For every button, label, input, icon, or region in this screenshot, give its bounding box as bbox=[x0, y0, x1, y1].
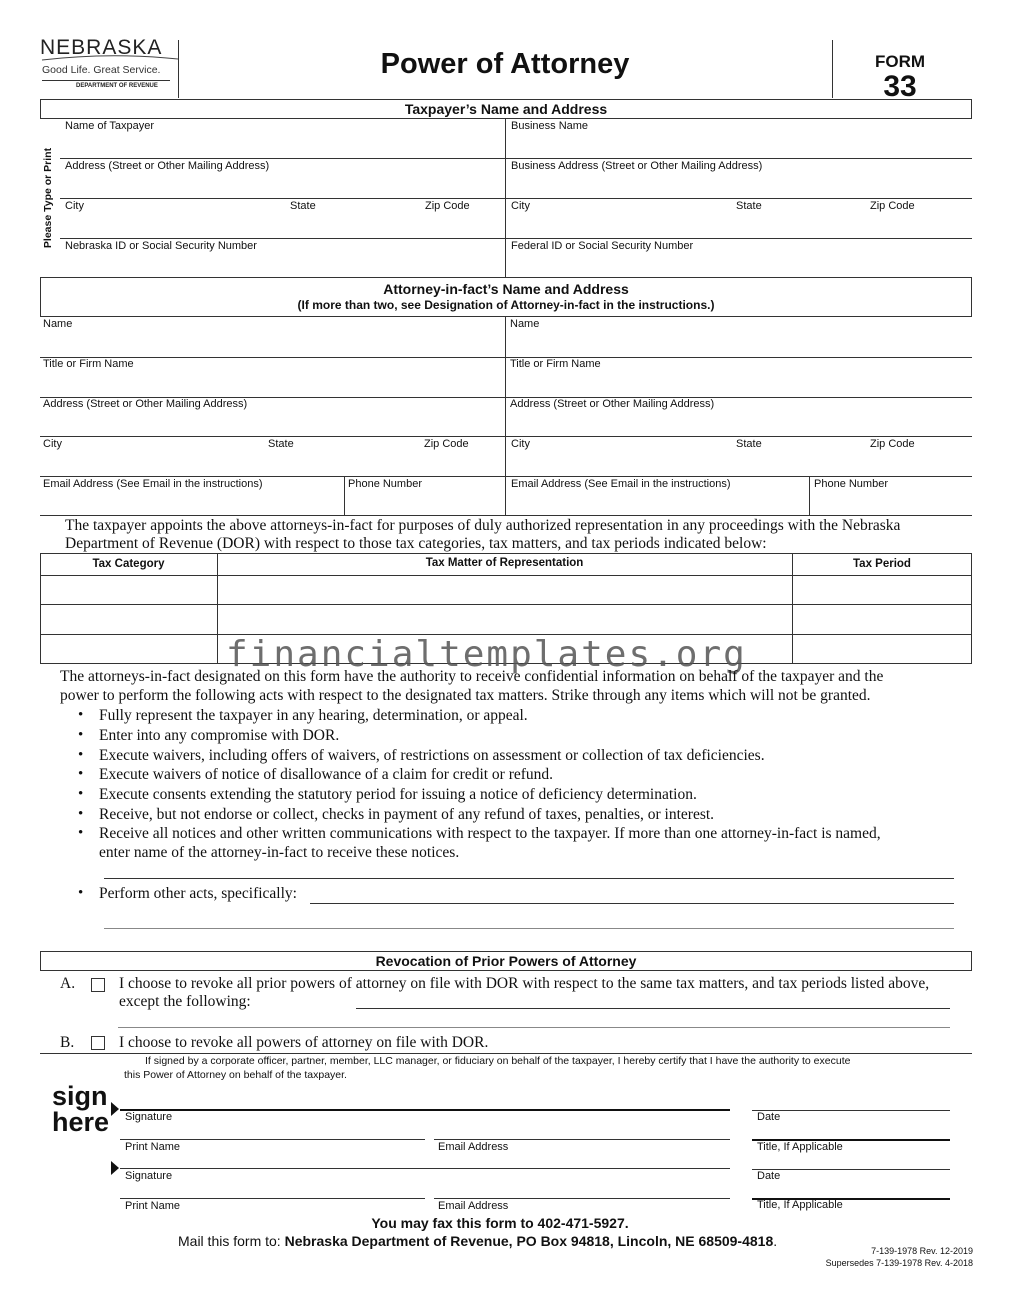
attorney2-zip-label: Zip Code bbox=[870, 438, 915, 450]
attorney1-name-label: Name bbox=[43, 318, 73, 330]
email-1-input[interactable] bbox=[436, 1124, 728, 1139]
attorney2-state-label: State bbox=[736, 438, 762, 450]
attorney1-city-input[interactable] bbox=[42, 454, 502, 475]
revocation-a-text-2: except the following: bbox=[119, 993, 251, 1010]
signature-2-label: Signature bbox=[125, 1170, 173, 1182]
authority-text-line1: The attorneys-in-fact designated on this form have the authority to receive confidential information on behalf of the taxpayer and the bbox=[60, 668, 884, 685]
logo-tagline: Good Life. Great Service. bbox=[42, 64, 161, 76]
appoint-text-line1: The taxpayer appoints the above attorneys-in-fact for purposes of duly authorized representation in any proceedings with the Nebraska bbox=[65, 517, 901, 534]
revocation-b-letter: B. bbox=[60, 1034, 75, 1051]
attorney1-title-input[interactable] bbox=[42, 374, 502, 396]
taxpayer-name-input[interactable] bbox=[62, 136, 502, 158]
form-number: 33 bbox=[883, 70, 917, 103]
signature-1-label: Signature bbox=[125, 1111, 173, 1123]
attorney1-name-input[interactable] bbox=[42, 334, 502, 356]
tax-period-input-1[interactable] bbox=[795, 578, 969, 602]
email-2-label: Email Address bbox=[438, 1200, 509, 1212]
act-item-6: Receive, but not endorse or collect, checks in payment of any refund of taxes, penalties, or interest. bbox=[99, 806, 715, 823]
revocation-b-text: I choose to revoke all powers of attorney on file with DOR. bbox=[119, 1034, 489, 1051]
notice-recipient-input[interactable] bbox=[104, 862, 954, 878]
print-name-2-label: Print Name bbox=[125, 1200, 181, 1212]
title-1-input[interactable] bbox=[754, 1124, 948, 1139]
act-item-7-cont: enter name of the attorney-in-fact to receive these notices. bbox=[99, 844, 460, 861]
logo-name: NEBRASKA bbox=[40, 36, 163, 59]
act-item-3: Execute waivers, including offers of waivers, of restrictions on assessment or collection of tax deficiencies. bbox=[99, 747, 765, 764]
fax-text: You may fax this form to 402-471-5927. bbox=[371, 1215, 629, 1231]
title-2-label: Title, If Applicable bbox=[757, 1199, 843, 1211]
arrow-right-icon bbox=[111, 1161, 119, 1175]
attorney2-name-label: Name bbox=[510, 318, 540, 330]
col-tax-period: Tax Period bbox=[853, 558, 911, 570]
mail-address: Nebraska Department of Revenue, PO Box 94818, Lincoln, NE 68509-4818 bbox=[284, 1233, 774, 1249]
attorney1-phone-label: Phone Number bbox=[348, 478, 422, 490]
side-label: Please Type or Print bbox=[42, 147, 54, 249]
email-2-input[interactable] bbox=[436, 1183, 728, 1198]
fed-id-label: Federal ID or Social Security Number bbox=[511, 240, 694, 252]
taxpayer-address-input[interactable] bbox=[62, 176, 502, 198]
revocation-title: Revocation of Prior Powers of Attorney bbox=[375, 953, 637, 969]
business-name-label: Business Name bbox=[511, 120, 589, 132]
taxpayer-zip-label: Zip Code bbox=[425, 200, 470, 212]
act-item-1: Fully represent the taxpayer in any hearing, determination, or appeal. bbox=[99, 707, 528, 724]
date-2-input[interactable] bbox=[754, 1152, 948, 1168]
attorney2-email-input[interactable] bbox=[508, 494, 806, 514]
supersedes-text: Supersedes 7-139-1978 Rev. 4-2018 bbox=[825, 1258, 973, 1268]
ne-id-input[interactable] bbox=[62, 255, 502, 275]
ne-id-label: Nebraska ID or Social Security Number bbox=[65, 240, 257, 252]
date-1-label: Date bbox=[757, 1111, 781, 1123]
date-2-label: Date bbox=[757, 1170, 781, 1182]
mail-line bbox=[178, 1233, 777, 1249]
attorney1-zip-label: Zip Code bbox=[424, 438, 469, 450]
here-label: here bbox=[52, 1107, 110, 1137]
act-item-4: Execute waivers of notice of disallowance of a claim for credit or refund. bbox=[99, 766, 554, 783]
page-title: Power of Attorney bbox=[380, 48, 630, 80]
attorney2-address-input[interactable] bbox=[508, 414, 968, 436]
print-name-1-input[interactable] bbox=[122, 1124, 422, 1139]
revision-text: 7-139-1978 Rev. 12-2019 bbox=[871, 1246, 973, 1256]
bullet: • bbox=[78, 747, 84, 763]
attorney2-city-input[interactable] bbox=[508, 454, 968, 475]
mail-suffix: . bbox=[773, 1233, 778, 1249]
taxpayer-city-label: City bbox=[65, 200, 84, 212]
logo-swoosh-icon bbox=[40, 54, 180, 64]
revoke-b-checkbox[interactable] bbox=[91, 1036, 105, 1050]
tax-period-input-3[interactable] bbox=[795, 637, 969, 662]
business-state-label: State bbox=[736, 200, 762, 212]
act-item-2: Enter into any compromise with DOR. bbox=[99, 727, 340, 744]
print-name-2-input[interactable] bbox=[122, 1183, 422, 1198]
attorney2-city-label: City bbox=[511, 438, 530, 450]
act-item-5: Execute consents extending the statutory period for issuing a notice of deficiency determination. bbox=[99, 786, 697, 803]
title-1-label: Title, If Applicable bbox=[757, 1141, 843, 1153]
col-tax-category: Tax Category bbox=[92, 558, 165, 570]
arrow-right-icon bbox=[111, 1102, 119, 1116]
bullet: • bbox=[78, 786, 84, 802]
certify-text-line2: this Power of Attorney on behalf of the taxpayer. bbox=[124, 1069, 347, 1081]
sign-label: sign bbox=[52, 1081, 108, 1111]
business-name-input[interactable] bbox=[508, 136, 968, 158]
bullet: • bbox=[78, 727, 84, 743]
taxpayer-state-label: State bbox=[290, 200, 316, 212]
business-zip-label: Zip Code bbox=[870, 200, 915, 212]
attorney2-title-label: Title or Firm Name bbox=[510, 358, 601, 370]
bullet: • bbox=[78, 825, 84, 841]
revoke-except-input[interactable] bbox=[358, 992, 950, 1008]
tax-category-input-3[interactable] bbox=[43, 637, 214, 662]
title-2-input[interactable] bbox=[754, 1183, 948, 1198]
tax-matter-input-1[interactable] bbox=[220, 578, 789, 602]
attorney-section-title: Attorney-in-fact’s Name and Address bbox=[383, 281, 629, 297]
revoke-a-checkbox[interactable] bbox=[91, 978, 105, 992]
attorney1-phone-input[interactable] bbox=[347, 494, 502, 514]
revocation-a-letter: A. bbox=[60, 975, 76, 992]
date-1-input[interactable] bbox=[754, 1092, 948, 1109]
authority-text-line2: power to perform the following acts with respect to the designated tax matters. Strike through any items which will not be granted. bbox=[60, 687, 871, 704]
bullet: • bbox=[78, 707, 84, 723]
other-acts-input[interactable] bbox=[312, 886, 954, 903]
attorney2-phone-input[interactable] bbox=[812, 494, 968, 514]
attorney1-email-input[interactable] bbox=[42, 494, 340, 514]
bullet: • bbox=[78, 806, 84, 822]
business-address-label: Business Address (Street or Other Mailing Address) bbox=[511, 160, 763, 172]
signature-1-input[interactable] bbox=[122, 1090, 727, 1109]
certify-text-line1: If signed by a corporate officer, partner, member, LLC manager, or fiduciary on behalf of the taxpayer, I hereby certify that I have the authority to execute bbox=[145, 1055, 851, 1067]
mail-prefix: Mail this form to: bbox=[178, 1233, 285, 1249]
bullet: • bbox=[78, 885, 84, 901]
email-1-label: Email Address bbox=[438, 1141, 509, 1153]
tax-period-input-2[interactable] bbox=[795, 607, 969, 632]
appoint-text-line2: Department of Revenue (DOR) with respect to those tax categories, tax matters, and tax periods indicated below: bbox=[65, 535, 767, 552]
taxpayer-section-title: Taxpayer’s Name and Address bbox=[404, 101, 608, 117]
tax-category-input-2[interactable] bbox=[43, 607, 214, 632]
attorney1-email-label: Email Address (See Email in the instructions) bbox=[43, 478, 263, 490]
tax-category-input-1[interactable] bbox=[43, 578, 214, 602]
taxpayer-address-label: Address (Street or Other Mailing Address) bbox=[65, 160, 270, 172]
signature-2-input[interactable] bbox=[122, 1152, 727, 1168]
other-acts-label: Perform other acts, specifically: bbox=[99, 885, 297, 902]
business-city-label: City bbox=[511, 200, 530, 212]
revocation-a-text-1: I choose to revoke all prior powers of attorney on file with DOR with respect to the same tax matters, and tax periods listed above, bbox=[119, 975, 930, 992]
logo-dept: DEPARTMENT OF REVENUE bbox=[76, 83, 158, 89]
bullet: • bbox=[78, 766, 84, 782]
business-city-input[interactable] bbox=[508, 216, 968, 238]
attorney1-address-label: Address (Street or Other Mailing Address) bbox=[43, 398, 248, 410]
tax-matter-input-2[interactable] bbox=[220, 607, 789, 632]
attorney2-title-input[interactable] bbox=[508, 374, 968, 396]
attorney1-address-input[interactable] bbox=[42, 414, 502, 436]
other-acts-input-2[interactable] bbox=[104, 912, 954, 928]
revoke-except-input-2[interactable] bbox=[120, 1011, 950, 1027]
taxpayer-city-input[interactable] bbox=[62, 216, 502, 238]
col-tax-matter: Tax Matter of Representation bbox=[425, 557, 584, 569]
taxpayer-name-label: Name of Taxpayer bbox=[65, 120, 155, 132]
attorney1-state-label: State bbox=[268, 438, 294, 450]
attorney1-title-label: Title or Firm Name bbox=[43, 358, 134, 370]
attorney2-address-label: Address (Street or Other Mailing Address) bbox=[510, 398, 715, 410]
business-address-input[interactable] bbox=[508, 176, 968, 198]
fed-id-input[interactable] bbox=[508, 255, 968, 275]
attorney2-phone-label: Phone Number bbox=[814, 478, 888, 490]
logo bbox=[40, 36, 180, 98]
watermark: financialtemplates.org bbox=[226, 634, 747, 675]
form-label: FORM bbox=[874, 52, 926, 71]
attorney-section-subtitle: (If more than two, see Designation of Attorney-in-fact in the instructions.) bbox=[297, 298, 715, 312]
attorney2-email-label: Email Address (See Email in the instructions) bbox=[511, 478, 731, 490]
print-name-1-label: Print Name bbox=[125, 1141, 181, 1153]
attorney1-city-label: City bbox=[43, 438, 62, 450]
act-item-7: Receive all notices and other written communications with respect to the taxpayer. If more than one attorney-in-fact is named, bbox=[99, 825, 881, 842]
attorney2-name-input[interactable] bbox=[508, 334, 968, 356]
